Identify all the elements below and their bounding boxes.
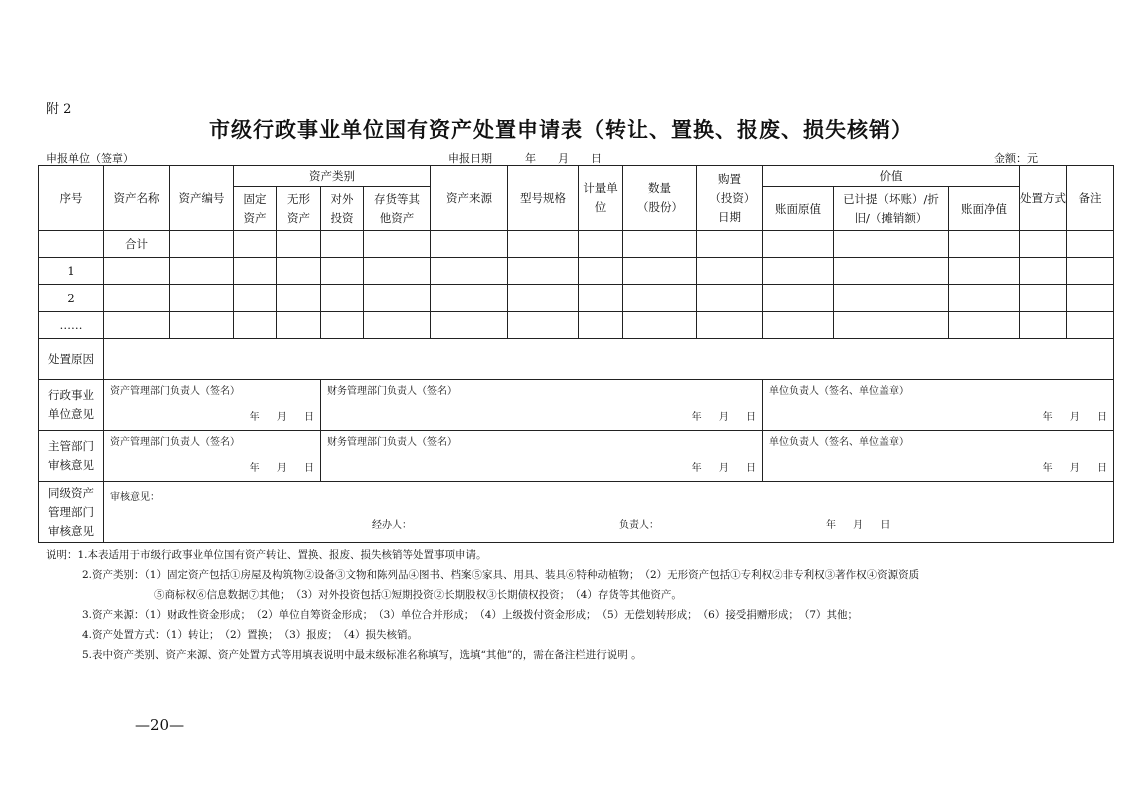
signature-date: 年 月 日 [249,412,314,423]
amount-unit-label: 金额：元 [994,152,1038,165]
signature-date: 年 月 日 [249,463,314,474]
asset-dept-head-label: 资产管理部门负责人（签名） [110,437,240,448]
header-remark: 备注 [1067,166,1114,231]
header-model-spec: 型号规格 [508,166,579,231]
header-disposal-method: 处置方式 [1020,166,1067,231]
header-asset-category: 资产类别 [234,166,431,187]
signature-date: 年 月 日 [1042,412,1107,423]
supervisor-finance-dept-signature[interactable] [321,431,763,482]
row-ellipsis: …… [39,312,104,339]
attachment-label: 附 2 [46,102,72,117]
peer-review-field[interactable] [104,482,1114,543]
table-row [39,312,1114,339]
disposal-application-table [38,165,1114,543]
disposal-reason-label: 处置原因 [39,339,104,380]
note-line: 5.表中资产类别、资产来源、资产处置方式等用填表说明中最末级标准名称填写，选填“其他”的，需在备注栏进行说明 。 [82,649,642,661]
supervisor-unit-head-signature[interactable] [763,431,1114,482]
header-value: 价值 [763,166,1020,187]
total-label: 合计 [104,231,170,258]
signature-date: 年 月 日 [691,412,756,423]
note-line: 说明：1.本表适用于市级行政事业单位国有资产转让、置换、报废、损失核销等处置事项申请。 [46,549,487,561]
note-line: 4.资产处置方式：（1）转让； （2）置换； （3）报废； （4）损失核销。 [82,629,418,641]
header-intangible-assets: 无形资产 [277,187,321,231]
finance-dept-head-label: 财务管理部门负责人（签名） [327,386,457,397]
admin-unit-opinion-label: 行政事业单位意见 [39,380,104,431]
responsible-person-label: 负责人： [619,520,659,531]
header-quantity: 数量（股份） [623,166,697,231]
unit-head-label: 单位负责人（签名、单位盖章） [769,437,909,448]
note-line: 3.资产来源：（1）财政性资金形成； （2）单位自筹资金形成； （3）单位合并形成； （4）上级拨付资金形成； （5）无偿划转形成； （6）接受捐赠形成； （7）其他； [82,609,859,621]
supervisor-asset-dept-signature[interactable] [104,431,321,482]
header-purchase-date: 购置（投资）日期 [697,166,763,231]
review-date: 年 月 日 [826,520,891,531]
applicant-unit-label: 申报单位（签章） [46,152,134,165]
header-book-value: 账面原值 [763,187,834,231]
handler-label: 经办人： [372,520,412,531]
header-fixed-assets: 固定资产 [234,187,277,231]
instructions [46,545,919,665]
header-accrued-depreciation: 已计提（坏账）/折旧/（摊销额） [834,187,949,231]
signature-date: 年 月 日 [691,463,756,474]
page-number: —20— [135,716,185,734]
header-asset-source: 资产来源 [431,166,508,231]
header-seq: 序号 [39,166,104,231]
header-net-value: 账面净值 [949,187,1020,231]
apply-date-label: 申报日期 年 月 日 [448,152,602,165]
table-row-total [39,231,1114,258]
admin-unit-head-signature[interactable] [763,380,1114,431]
finance-dept-head-label: 财务管理部门负责人（签名） [327,437,457,448]
asset-dept-head-label: 资产管理部门负责人（签名） [110,386,240,397]
unit-head-label: 单位负责人（签名、单位盖章） [769,386,909,397]
table-row [39,285,1114,312]
supervisor-opinion-label: 主管部门审核意见 [39,431,104,482]
admin-asset-dept-signature[interactable] [104,380,321,431]
admin-finance-dept-signature[interactable] [321,380,763,431]
row-number: 1 [39,258,104,285]
header-asset-name: 资产名称 [104,166,170,231]
header-asset-code: 资产编号 [170,166,234,231]
header-external-investment: 对外投资 [321,187,364,231]
note-line: 2.资产类别：（1）固定资产包括①房屋及构筑物②设备③文物和陈列品④图书、档案⑤家具、用具、装具⑥特种动植物； （2）无形资产包括①专利权②非专利权③著作权④资源资质 [82,569,920,581]
signature-date: 年 月 日 [1042,463,1107,474]
form-title: 市级行政事业单位国有资产处置申请表（转让、置换、报废、损失核销） [209,117,913,142]
disposal-reason-field[interactable] [104,339,1114,380]
note-line: ⑤商标权⑥信息数据⑦其他； （3）对外投资包括①短期投资②长期股权③长期债权投资； （4）存货等其他资产。 [154,589,682,601]
row-number: 2 [39,285,104,312]
table-row [39,258,1114,285]
review-opinion-label: 审核意见： [110,492,160,503]
peer-asset-dept-opinion-label: 同级资产管理部门审核意见 [39,482,104,543]
header-unit: 计量单位 [579,166,623,231]
header-inventory-other: 存货等其他资产 [364,187,431,231]
